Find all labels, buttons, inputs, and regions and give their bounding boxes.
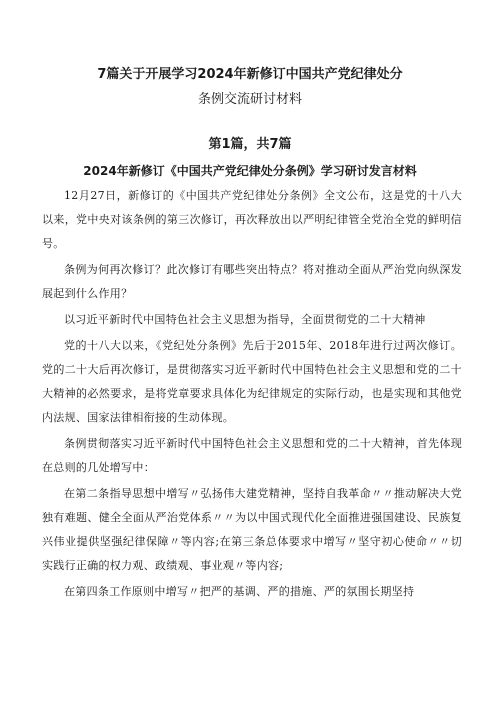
paragraph-2: 条例为何再次修订？此次修订有哪些突出特点？将对推动全面从严治党向纵深发展起到什么作用？ — [42, 263, 462, 300]
document-title-line2: 条例交流研讨材料 — [197, 92, 302, 107]
paragraph-1: 12月27日，新修订的《中国共产党纪律处分条例》全文公布，这是党的十八大以来，党中央对该条例的第三次修订，再次释放出以严明纪律管全党治全党的鲜明信号。 — [42, 189, 462, 250]
chapter-heading: 第1篇，共7篇 — [208, 137, 292, 152]
document-title-line1: 7篇关于开展学习2024年新修订中国共产党纪律处分 — [97, 67, 403, 82]
paragraph-5: 条例贯彻落实习近平新时代中国特色社会主义思想和党的二十大精神，首先体现在总则的几处增写中： — [42, 437, 462, 474]
paragraph-6: 在第二条指导思想中增写〃弘扬伟大建党精神，坚持自我革命〃〃推动解决大党独有难题、健全全面从严治党体系〃〃为以中国式现代化全面推进强国建设、民族复兴伟业提供坚强纪律保障〃等内容;在第三条总体要求中增写〃坚守初心使命〃〃切实践行正确的权力观、政绩观、事业观〃等内容; — [42, 487, 462, 572]
article-subtitle: 2024年新修订《中国共产党纪律处分条例》学习研讨发言材料 — [83, 164, 417, 178]
paragraph-3: 以习近平新时代中国特色社会主义思想为指导，全面贯彻党的二十大精神 — [64, 313, 426, 326]
paragraph-4: 党的十八大以来，《党纪处分条例》先后于2015年、2018年进行过两次修订。党的二十大后再次修订，是贯彻落实习近平新时代中国特色社会主义思想和党的二十大精神的必然要求，是将党章要求具体化为纪律规定的实际行动，也是实现和其他党内法规、国家法律相衔接的生动体现。 — [42, 339, 462, 424]
article-body — [42, 184, 462, 606]
paragraph-7: 在第四条工作原则中增写〃把严的基调、严的措施、严的氛围长期坚持 — [64, 585, 415, 598]
